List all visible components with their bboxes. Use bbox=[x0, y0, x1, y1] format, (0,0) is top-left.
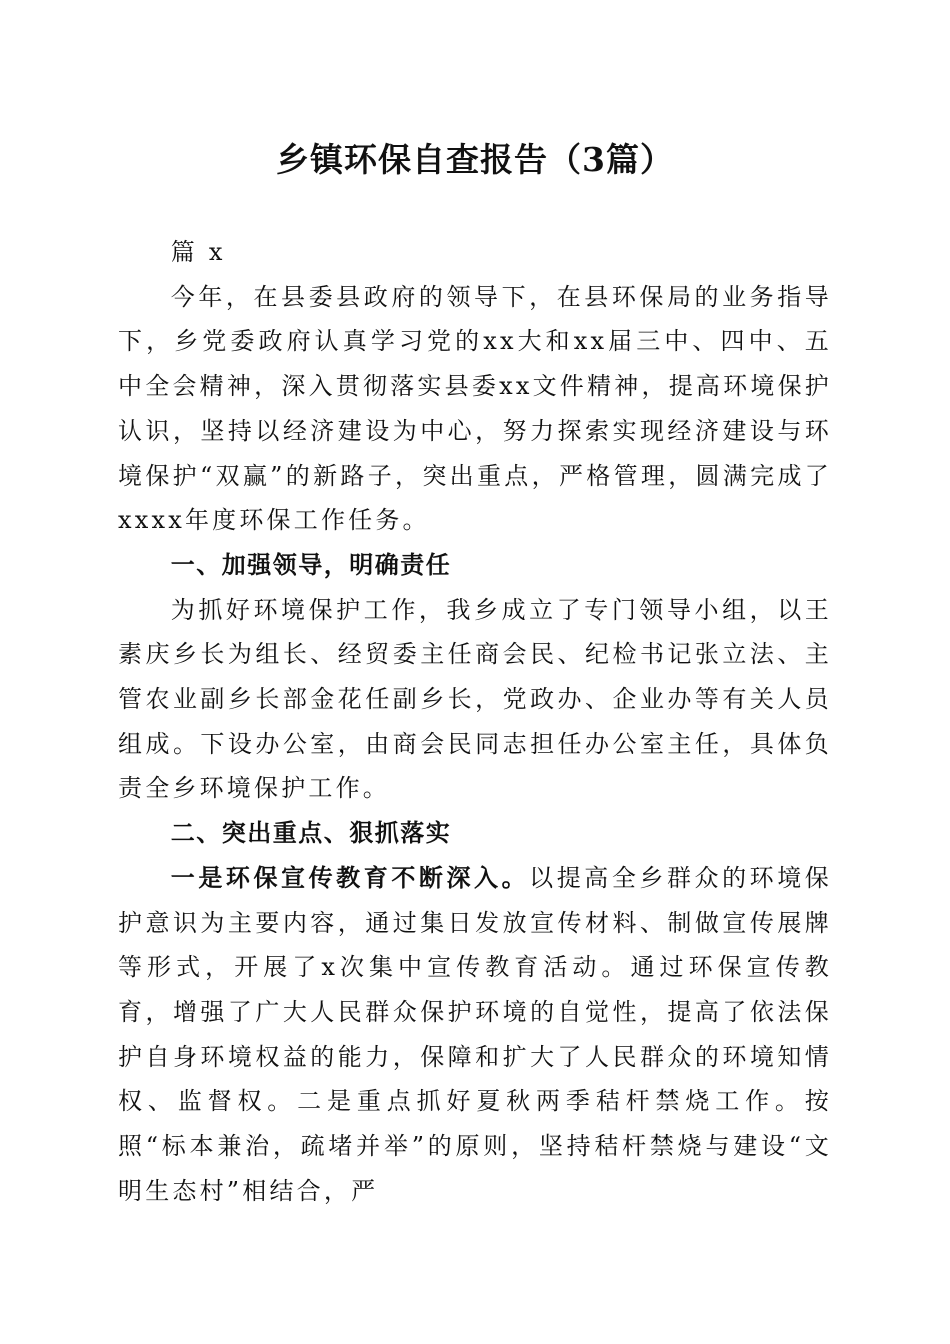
section-heading-2: 二、突出重点、狠抓落实 bbox=[170, 819, 452, 848]
paragraph-focus bbox=[118, 856, 832, 1214]
section-heading-1: 一、加强领导，明确责任 bbox=[170, 550, 452, 579]
paragraph-lead-phrase: 一是环保宣传教育不断深入。 bbox=[170, 862, 530, 892]
document-title: 乡镇环保自查报告（3篇） bbox=[276, 140, 674, 179]
document-body bbox=[118, 230, 832, 1213]
intro-paragraph: 今年，在县委县政府的领导下，在县环保局的业务指导下，乡党委政府认真学习党的xx大和xx届三中、四中、五中全会精神，深入贯彻落实县委xx文件精神，提高环境保护认识，坚持以经济建设为中心，努力探索实现经济建设与环境保护“双赢”的新路子，突出重点，严格管理，圆满完成了xxxx年度环保工作任务。 bbox=[118, 282, 832, 535]
paragraph-leadership: 为抓好环境保护工作，我乡成立了专门领导小组，以王素庆乡长为组长、经贸委主任商会民、纪检书记张立法、主管农业副乡长部金花任副乡长，党政办、企业办等有关人员组成。下设办公室，由商会民同志担任办公室主任，具体负责全乡环境保护工作。 bbox=[118, 595, 832, 803]
paragraph-focus-text: 以提高全乡群众的环境保护意识为主要内容，通过集日发放宣传材料、制做宣传展牌等形式，开展了x次集中宣传教育活动。通过环保宣传教育，增强了广大人民群众保护环境的自觉性，提高了依法保护自身环境权益的能力，保障和扩大了人民群众的环境知情权、监督权。二是重点抓好夏秋两季秸杆禁烧工作。按照“标本兼治，疏堵并举”的原则，坚持秸杆禁烧与建设“文明生态村”相结合，严 bbox=[118, 863, 832, 1205]
section-label: 篇 x bbox=[170, 238, 226, 266]
